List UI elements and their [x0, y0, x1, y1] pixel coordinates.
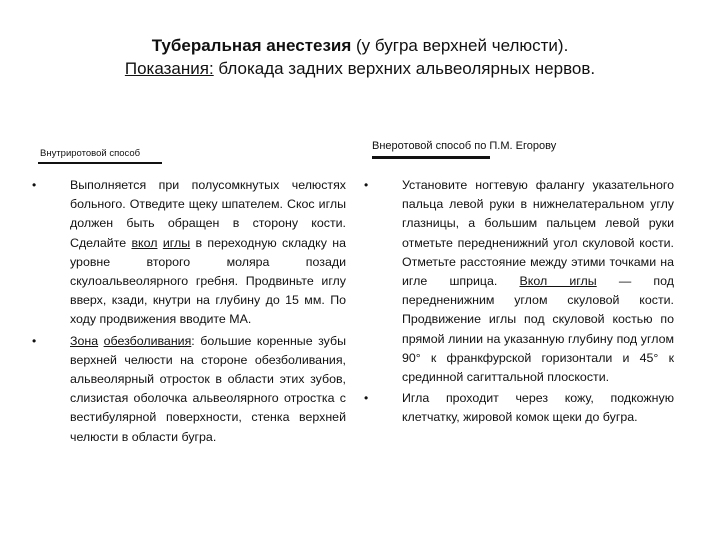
item-underlined-text: вкол: [131, 235, 158, 250]
item-underlined-text: Зона: [70, 333, 99, 348]
item-underlined-text: Вкол иглы: [519, 274, 597, 289]
title-bold: Туберальная анестезия: [151, 36, 352, 55]
item-text: Выполняется при полусомкнутых челюстях больного. Отведите щеку шпателем. Скос иглы должен быть обращен в сторону кости. Сделайте: [70, 178, 346, 250]
list-item: [32, 176, 346, 330]
item-underlined-text: иглы: [162, 235, 191, 250]
title-normal: (у бугра верхней челюсти).: [351, 36, 569, 55]
left-bullet-list: [32, 176, 346, 449]
right-bullet-list: [364, 176, 674, 430]
bullet-icon: •: [32, 333, 37, 348]
right-column-heading: Внеротовой способ по П.М. Егорову: [372, 140, 557, 152]
left-heading-underline: [38, 162, 162, 164]
slide-title: [0, 34, 720, 80]
left-column-heading: Внутриротовой способ: [40, 148, 141, 159]
indications-label: Показания:: [124, 59, 214, 78]
title-line-2: [0, 57, 720, 80]
item-underlined-text: обезболивания: [103, 333, 192, 348]
title-line-1: [0, 34, 720, 57]
list-item: [364, 176, 674, 387]
indications-text: блокада задних верхних альвеолярных нервов.: [213, 59, 596, 78]
list-item: [364, 389, 674, 427]
item-text: — под передненижним углом скуловой кости. Продвижение иглы под скуловой костью по прямой линии на указанную глубину под углом 90° к франкфурской горизонтали и 45° к срединной сагиттальной плоскости.: [402, 274, 674, 385]
item-text: в переходную складку на уровне второго моляра позади скулоальвеолярного гребня. Продвиньте иглу вверх, кзади, кнутри на глубину до 15 мм. По ходу продвижения вводите МА.: [70, 235, 346, 327]
item-text: Игла проходит через кожу, подкожную клетчатку, жировой комок щеки до бугра.: [402, 391, 674, 425]
right-heading-underline: [372, 156, 490, 159]
item-text: Установите ногтевую фалангу указательного пальца левой руки в нижнелатеральном углу глазницы, а большим пальцем левой руки отметьте передненижний угол скуловой кости. Отметьте расстояние между этими точками на игле шприца.: [402, 178, 674, 289]
item-text: : большие коренные зубы верхней челюсти на стороне обезболивания, альвеолярный отросток в области этих зубов, слизистая оболочка альвеолярного отростка с вестибулярной поверхности, стенка верхней челюсти в области бугра.: [70, 333, 346, 444]
bullet-icon: •: [364, 391, 369, 406]
bullet-icon: •: [32, 178, 37, 192]
bullet-icon: •: [364, 178, 369, 192]
list-item: [32, 332, 346, 447]
